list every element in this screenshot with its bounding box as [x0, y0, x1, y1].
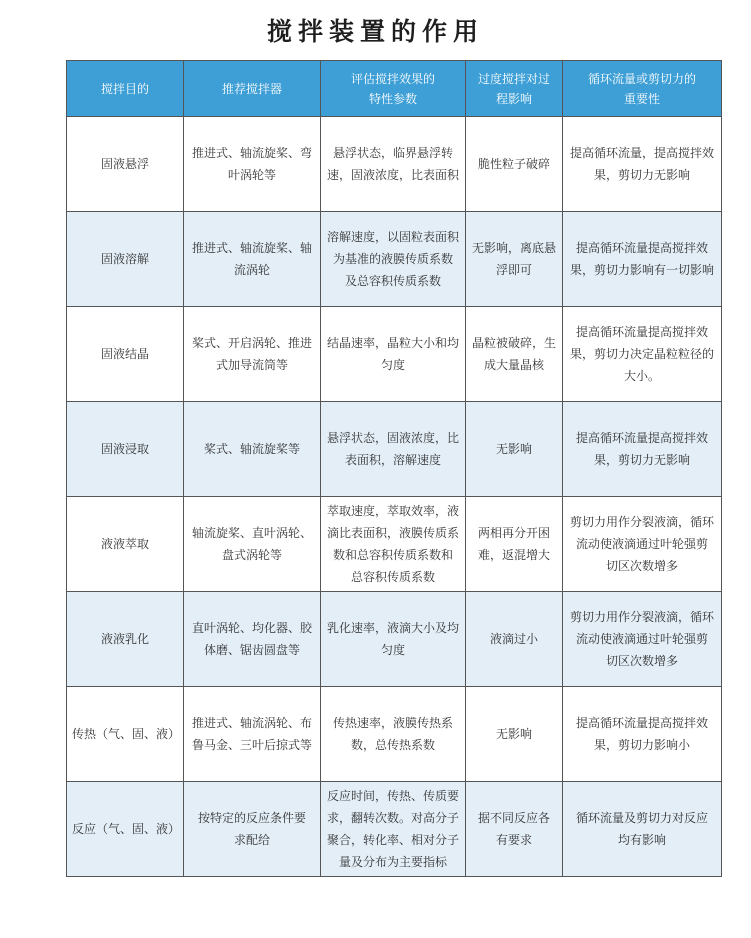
- cell-line: 过度搅拌对过: [477, 71, 550, 86]
- cell-line: 萃取速度，萃取效率，液: [326, 504, 459, 518]
- cell-line: 晶粒被破碎，生: [471, 336, 556, 350]
- cell-line: 果，剪切力无影响: [593, 168, 690, 182]
- cell-line: 推进式、轴流旋桨、轴: [191, 241, 312, 255]
- cell-line: 反应（气、固、液）: [72, 822, 181, 836]
- header-over-stirring-effect: [466, 61, 563, 117]
- cell-line: 为基准的液膜传质系数: [332, 252, 453, 266]
- cell-line: 特性参数: [368, 91, 417, 106]
- cell-line: 据不同反应各: [477, 811, 550, 825]
- cell-line: 果，剪切力影响小: [593, 738, 690, 752]
- params-cell: [321, 592, 466, 687]
- mixer-cell: [184, 117, 321, 212]
- params-cell: [321, 782, 466, 877]
- cell-line: 表面积，溶解速度: [344, 453, 441, 467]
- cell-line: 果，剪切力决定晶粒粒径的: [569, 347, 714, 361]
- cell-line: 提高循环流量提高搅拌效: [575, 716, 708, 730]
- purpose-cell: [67, 117, 184, 212]
- cell-line: 盘式涡轮等: [221, 548, 282, 562]
- table-body: [67, 117, 722, 877]
- mixer-cell: [184, 687, 321, 782]
- cell-line: 传热（气、固、液）: [72, 727, 181, 741]
- cell-line: 果，剪切力无影响: [593, 453, 690, 467]
- cell-line: 两相再分开困: [477, 526, 550, 540]
- importance-cell: [563, 687, 722, 782]
- cell-line: 切区次数增多: [605, 654, 678, 668]
- cell-line: 提高循环流量提高搅拌效: [575, 325, 708, 339]
- mixer-cell: [184, 592, 321, 687]
- cell-line: 叶涡轮等: [227, 168, 276, 182]
- page-title: 搅拌装置的作用: [266, 17, 484, 46]
- mixer-cell: [184, 307, 321, 402]
- effect-cell: [466, 687, 563, 782]
- cell-line: 搅拌目的: [100, 81, 149, 96]
- cell-line: 反应时间，传热、传质要: [326, 789, 459, 803]
- mixer-cell: [184, 212, 321, 307]
- cell-line: 固液结晶: [100, 347, 149, 361]
- cell-line: 匀度: [380, 358, 405, 372]
- header-recommended-mixer: [184, 61, 321, 117]
- cell-line: 桨式、开启涡轮、推进: [191, 336, 312, 350]
- cell-line: 及总容积传质系数: [344, 274, 441, 288]
- table-row: [67, 117, 722, 212]
- cell-line: 鲁马金、三叶后掠式等: [191, 738, 312, 752]
- cell-line: 流涡轮: [233, 263, 270, 277]
- table-row: [67, 402, 722, 497]
- cell-line: 果，剪切力影响有一切影响: [569, 263, 714, 277]
- mixer-cell: [184, 402, 321, 497]
- cell-line: 流动使液滴通过叶轮强剪: [575, 537, 708, 551]
- cell-line: 溶解速度，以固粒表面积: [326, 230, 459, 244]
- cell-line: 无影响: [495, 442, 532, 456]
- cell-line: 数和总容积传质系数和: [332, 548, 453, 562]
- cell-line: 聚合，转化率、相对分子: [326, 833, 459, 847]
- cell-line: 成大量晶核: [483, 358, 544, 372]
- cell-line: 循环流量及剪切力对反应: [575, 811, 708, 825]
- importance-cell: [563, 592, 722, 687]
- effect-cell: [466, 402, 563, 497]
- cell-line: 匀度: [380, 643, 405, 657]
- table-row: [67, 782, 722, 877]
- cell-line: 循环流量或剪切力的: [587, 71, 696, 86]
- cell-line: 液滴过小: [489, 632, 538, 646]
- purpose-cell: [67, 497, 184, 592]
- cell-line: 结晶速率，晶粒大小和均: [326, 336, 459, 350]
- effect-cell: [466, 117, 563, 212]
- cell-line: 有要求: [495, 833, 532, 847]
- effect-cell: [466, 497, 563, 592]
- cell-line: 悬浮状态，固液浓度，比: [326, 431, 459, 445]
- mixer-cell: [184, 782, 321, 877]
- cell-line: 传热速率，液膜传热系: [332, 716, 453, 730]
- params-cell: [321, 402, 466, 497]
- cell-line: 求配给: [233, 833, 270, 847]
- params-cell: [321, 117, 466, 212]
- cell-line: 大小。: [623, 369, 660, 383]
- table-row: [67, 212, 722, 307]
- header-purpose: [67, 61, 184, 117]
- cell-line: 固液溶解: [100, 252, 149, 266]
- cell-line: 剪切力用作分裂液滴，循环: [569, 610, 714, 624]
- cell-line: 速，固液浓度，比表面积: [326, 168, 459, 182]
- purpose-cell: [67, 592, 184, 687]
- table-row: [67, 497, 722, 592]
- effect-cell: [466, 307, 563, 402]
- importance-cell: [563, 307, 722, 402]
- effect-cell: [466, 592, 563, 687]
- cell-line: 桨式、轴流旋桨等: [203, 442, 300, 456]
- cell-line: 滴比表面积，液膜传质系: [326, 526, 459, 540]
- cell-line: 式加导流筒等: [215, 358, 288, 372]
- cell-line: 直叶涡轮、均化器、胶: [191, 621, 312, 635]
- effect-cell: [466, 782, 563, 877]
- purpose-cell: [67, 307, 184, 402]
- purpose-cell: [67, 212, 184, 307]
- cell-line: 量及分布为主要指标: [338, 855, 447, 869]
- cell-line: 总容积传质系数: [350, 570, 435, 584]
- cell-line: 评估搅拌效果的: [350, 71, 435, 86]
- cell-line: 推进式、轴流涡轮、布: [191, 716, 312, 730]
- cell-line: 固液悬浮: [100, 157, 149, 171]
- importance-cell: [563, 212, 722, 307]
- cell-line: 提高循环流量，提高搅拌效: [569, 146, 714, 160]
- purpose-cell: [67, 782, 184, 877]
- table-row: [67, 592, 722, 687]
- cell-line: 程影响: [495, 91, 532, 106]
- cell-line: 悬浮状态，临界悬浮转: [332, 146, 453, 160]
- cell-line: 无影响: [495, 727, 532, 741]
- importance-cell: [563, 117, 722, 212]
- table-row: [67, 307, 722, 402]
- cell-line: 提高循环流量提高搅拌效: [575, 431, 708, 445]
- header-circulation-shear-importance: [563, 61, 722, 117]
- cell-line: 无影响，离底悬: [471, 241, 556, 255]
- cell-line: 推进式、轴流旋桨、弯: [191, 146, 312, 160]
- mixer-cell: [184, 497, 321, 592]
- stirring-function-table: [66, 60, 722, 877]
- importance-cell: [563, 402, 722, 497]
- cell-line: 切区次数增多: [605, 559, 678, 573]
- cell-line: 提高循环流量提高搅拌效: [575, 241, 708, 255]
- cell-line: 体磨、锯齿圆盘等: [203, 643, 300, 657]
- header-evaluation-params: [321, 61, 466, 117]
- cell-line: 剪切力用作分裂液滴，循环: [569, 515, 714, 529]
- purpose-cell: [67, 687, 184, 782]
- cell-line: 轴流旋桨、直叶涡轮、: [191, 526, 312, 540]
- table-row: [67, 687, 722, 782]
- cell-line: 液液萃取: [100, 537, 149, 551]
- cell-line: 难，返混增大: [477, 548, 550, 562]
- cell-line: 浮即可: [495, 263, 532, 277]
- cell-line: 求，翻转次数。对高分子: [326, 811, 459, 825]
- params-cell: [321, 687, 466, 782]
- cell-line: 数，总传热系数: [350, 738, 435, 752]
- params-cell: [321, 212, 466, 307]
- cell-line: 重要性: [623, 91, 660, 106]
- cell-line: 脆性粒子破碎: [477, 157, 550, 171]
- params-cell: [321, 307, 466, 402]
- effect-cell: [466, 212, 563, 307]
- cell-line: 推荐搅拌器: [221, 81, 282, 96]
- cell-line: 流动使液滴通过叶轮强剪: [575, 632, 708, 646]
- table-header-row: [67, 61, 722, 117]
- importance-cell: [563, 782, 722, 877]
- cell-line: 均有影响: [617, 833, 666, 847]
- cell-line: 按特定的反应条件要: [197, 811, 306, 825]
- importance-cell: [563, 497, 722, 592]
- cell-line: 液液乳化: [100, 632, 149, 646]
- cell-line: 乳化速率，液滴大小及均: [326, 621, 459, 635]
- purpose-cell: [67, 402, 184, 497]
- cell-line: 固液浸取: [100, 442, 149, 456]
- params-cell: [321, 497, 466, 592]
